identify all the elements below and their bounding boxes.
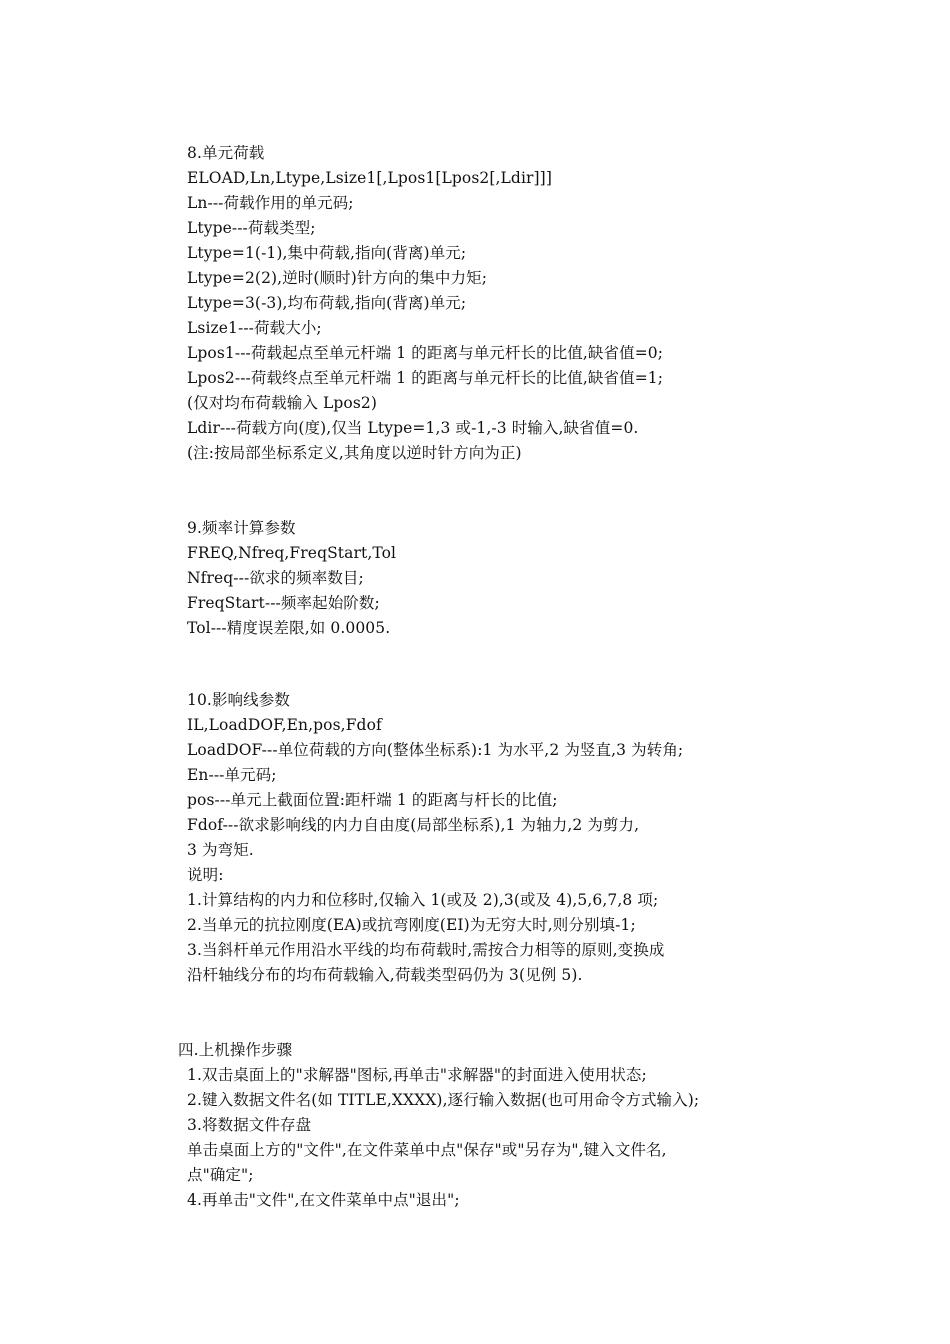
param-line: Nfreq---欲求的频率数目; — [187, 569, 364, 587]
note-item: 沿杆轴线分布的均布荷载输入,荷载类型码仍为 3(见例 5). — [187, 966, 583, 984]
command-syntax: ELOAD,Ln,Ltype,Lsize1[,Lpos1[Lpos2[,Ldir]]] — [187, 169, 552, 187]
param-line: Tol---精度误差限,如 0.0005. — [187, 619, 391, 637]
step-item: 点"确定"; — [187, 1166, 254, 1184]
notes-heading: 说明: — [187, 866, 224, 884]
param-line: Lpos1---荷载起点至单元杆端 1 的距离与单元杆长的比值,缺省值=0; — [187, 344, 664, 362]
param-line: Ln---荷载作用的单元码; — [187, 194, 354, 212]
param-line: Fdof---欲求影响线的内力自由度(局部坐标系),1 为轴力,2 为剪力, — [187, 816, 640, 834]
step-item: 3.将数据文件存盘 — [187, 1116, 312, 1134]
param-line: Lsize1---荷载大小; — [187, 319, 322, 337]
note-item: 2.当单元的抗拉刚度(EA)或抗弯刚度(EI)为无穷大时,则分别填-1; — [187, 916, 636, 934]
param-line: LoadDOF---单位荷载的方向(整体坐标系):1 为水平,2 为竖直,3 为转角; — [187, 741, 684, 759]
param-line: Ltype=3(-3),均布荷载,指向(背离)单元; — [187, 294, 467, 312]
section-heading: 四.上机操作步骤 — [178, 1041, 293, 1059]
param-line: pos---单元上截面位置:距杆端 1 的距离与杆长的比值; — [187, 791, 558, 809]
section-heading: 8.单元荷载 — [187, 144, 265, 162]
param-line: Lpos2---荷载终点至单元杆端 1 的距离与单元杆长的比值,缺省值=1; — [187, 369, 664, 387]
note-item: 1.计算结构的内力和位移时,仅输入 1(或及 2),3(或及 4),5,6,7,8 项; — [187, 891, 659, 909]
step-item: 2.键入数据文件名(如 TITLE,XXXX),逐行输入数据(也可用命令方式输入); — [187, 1091, 700, 1109]
param-line: Ltype---荷载类型; — [187, 219, 316, 237]
section-heading: 9.频率计算参数 — [187, 519, 296, 537]
note-line: (注:按局部坐标系定义,其角度以逆时针方向为正) — [187, 444, 522, 462]
step-item: 单击桌面上方的"文件",在文件菜单中点"保存"或"另存为",键入文件名, — [187, 1141, 667, 1159]
param-line: Ltype=2(2),逆时(顺时)针方向的集中力矩; — [187, 269, 488, 287]
note-line: (仅对均布荷载输入 Lpos2) — [187, 394, 377, 412]
section-heading: 10.影响线参数 — [187, 691, 290, 709]
note-item: 3.当斜杆单元作用沿水平线的均布荷载时,需按合力相等的原则,变换成 — [187, 941, 665, 959]
command-syntax: IL,LoadDOF,En,pos,Fdof — [187, 716, 382, 734]
step-item: 1.双击桌面上的"求解器"图标,再单击"求解器"的封面进入使用状态; — [187, 1066, 647, 1084]
param-line: En---单元码; — [187, 766, 277, 784]
param-line: Ltype=1(-1),集中荷载,指向(背离)单元; — [187, 244, 467, 262]
param-line: 3 为弯矩. — [187, 841, 254, 859]
param-line: FreqStart---频率起始阶数; — [187, 594, 380, 612]
step-item: 4.再单击"文件",在文件菜单中点"退出"; — [187, 1191, 460, 1209]
param-line: Ldir---荷载方向(度),仅当 Ltype=1,3 或-1,-3 时输入,缺省值=0. — [187, 419, 639, 437]
command-syntax: FREQ,Nfreq,FreqStart,Tol — [187, 544, 397, 562]
